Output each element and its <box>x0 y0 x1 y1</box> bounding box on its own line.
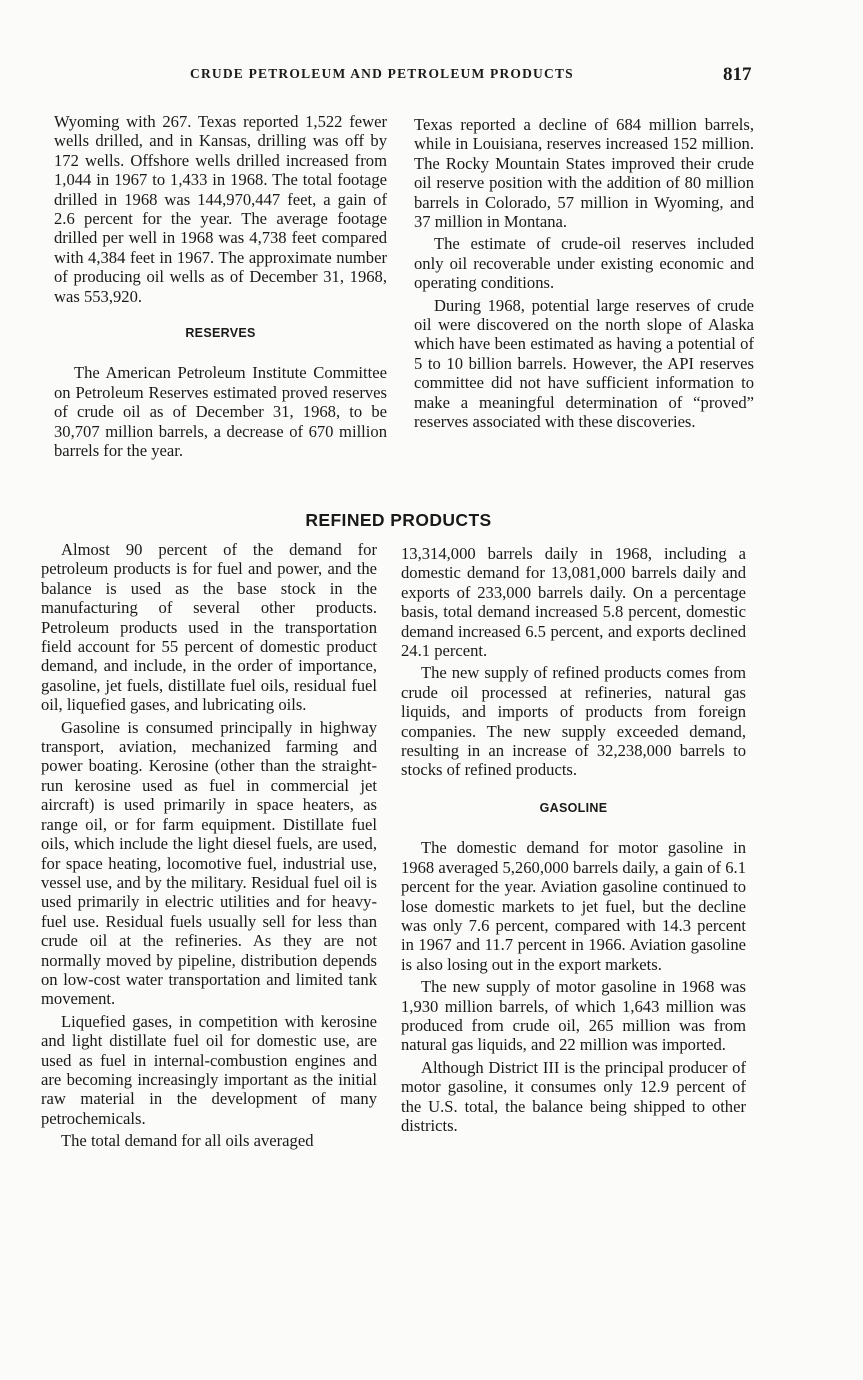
total-demand-paragraph-start: The total demand for all oils averaged <box>61 1131 314 1151</box>
liquefied-gases-paragraph: Liquefied gases, in competition with kerosine and light distillate fuel oil for domestic use, are used as fuel in internal-combustion engines and are becoming increasingly important as the initial raw material in the development of many petrochemicals. <box>41 1011 377 1128</box>
state-reserves-paragraph: Texas reported a decline of 684 million barrels, while in Louisiana, reserves increased 152 million. The Rocky Mountain States improved their crude oil reserve position with the addition of 80 million barrels in Colorado, 57 million in Wyoming, and 37 million in Montana. <box>414 115 754 232</box>
product-uses-paragraph: Gasoline is consumed principally in highway transport, aviation, mechanized farming and power boating. Kerosine (other than the straight-run kerosine used as fuel in commercial jet aircraft) is used primarily in space heaters, as range oil, or for farm equipment. Distillate fuel oils, which include the light diesel fuels, are used, for space heating, locomotive fuel, industrial use, vessel use, and by the military. Residual fuel oil is used primarily in electric utilities and for heavy-fuel use. Residual fuels usually sell for less than crude oil at the refineries. As they are not normally moved by pipeline, distribution depends on low-cost water transportation and limited tank movement. <box>41 717 377 1009</box>
demand-overview-paragraph: Almost 90 percent of the demand for petroleum products is for fuel and power, and the balance is used as the base stock in the manufacturing of several other products. Petroleum products used in the transportation field account for 55 percent of domestic product demand, and include, in the order of importance, gasoline, jet fuels, distillate fuel oils, residual fuel oil, liquefied gases, and lubricating oils. <box>41 540 377 715</box>
total-demand-paragraph-end: 13,314,000 barrels daily in 1968, including a domestic demand for 13,081,000 barrels daily and exports of 233,000 barrels daily. On a percentage basis, total demand increased 5.8 percent, domestic demand increased 6.5 percent, and exports declined 24.1 percent. <box>401 544 746 661</box>
alaska-discovery-paragraph: During 1968, potential large reserves of crude oil were discovered on the north slope of Alaska which have been estimated as having a potential of 5 to 10 billion barrels. However, the API reserves committee did not have sufficient information to make a meaningful determination of “proved” reserves associated with these discoveries. <box>414 295 754 432</box>
refined-right-column <box>401 544 746 1135</box>
district-three-paragraph: Although District III is the principal producer of motor gasoline, it consumes only 12.9 percent of the U.S. total, the balance being shipped to other districts. <box>401 1057 746 1135</box>
running-head: CRUDE PETROLEUM AND PETROLEUM PRODUCTS <box>190 66 574 81</box>
motor-gasoline-demand-paragraph: The domestic demand for motor gasoline in 1968 averaged 5,260,000 barrels daily, a gain of 6.1 percent for the year. Aviation gasoline continued to lose domestic markets to jet fuel, but the decline was only 7.6 percent, compared with 14.3 percent in 1967 and 11.7 percent in 1966. Aviation gasoline is also losing out in the export markets. <box>401 838 746 974</box>
reserve-estimate-paragraph: The estimate of crude-oil reserves included only oil recoverable under existing economic and operating conditions. <box>414 234 754 293</box>
top-right-column <box>414 115 754 432</box>
new-supply-paragraph: The new supply of refined products comes from crude oil processed at refineries, natural gas liquids, and imports of products from foreign companies. The new supply exceeded demand, resulting in an increase of 32,238,000 barrels to stocks of refined products. <box>401 663 746 780</box>
gasoline-subheading: GASOLINE <box>539 800 608 815</box>
refined-products-heading: REFINED PRODUCTS <box>305 510 492 530</box>
refined-left-column <box>41 540 377 1151</box>
wells-drilled-paragraph: Wyoming with 267. Texas reported 1,522 fewer wells drilled, and in Kansas, drilling was off by 172 wells. Offshore wells drilled increased from 1,044 in 1967 to 1,433 in 1968. The total footage drilled in 1968 was 144,970,447 feet, a gain of 2.6 percent for the year. The average footage drilled per well in 1968 was 4,738 feet compared with 4,384 feet in 1967. The approximate number of producing oil wells as of December 31, 1968, was 553,920. <box>54 112 387 306</box>
api-reserves-paragraph: The American Petroleum Institute Committee on Petroleum Reserves estimated proved reserves of crude oil as of December 31, 1968, to be 30,707 million barrels, a decrease of 670 million barrels for the year. <box>54 363 387 461</box>
motor-gasoline-supply-paragraph: The new supply of motor gasoline in 1968 was 1,930 million barrels, of which 1,643 million was produced from crude oil, 265 million was from natural gas liquids, and 22 million was imported. <box>401 977 746 1055</box>
reserves-subheading: RESERVES <box>185 326 256 341</box>
top-left-column <box>54 112 387 461</box>
page-number: 817 <box>723 64 752 85</box>
